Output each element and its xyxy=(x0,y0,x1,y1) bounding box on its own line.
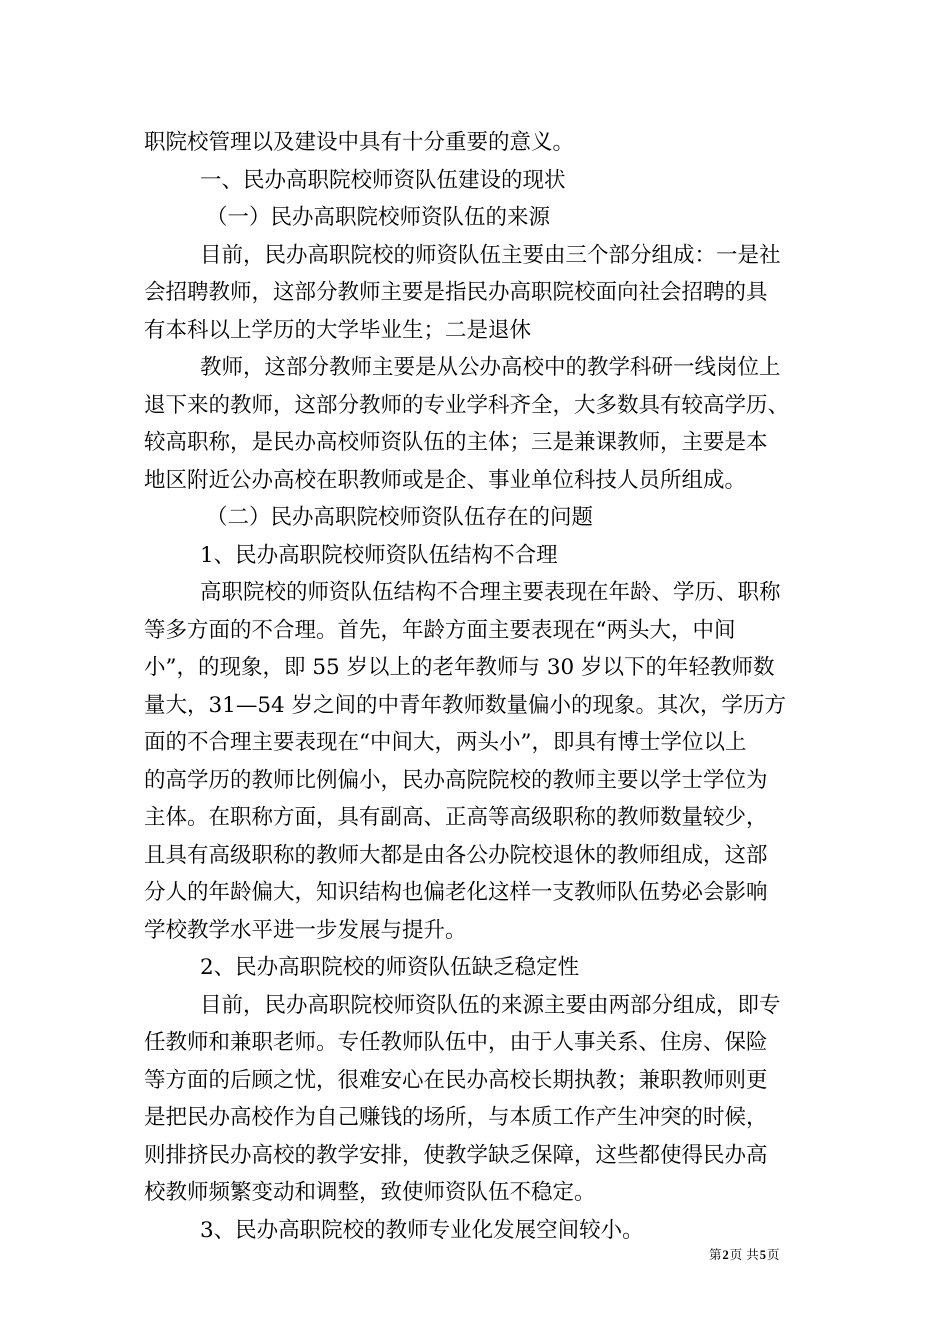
document-body xyxy=(144,124,824,1249)
body-text-line: 主体。在职称方面，具有副高、正高等高级职称的教师数量较少， xyxy=(144,805,768,830)
body-text-line: 是把民办高校作为自己赚钱的场所，与本质工作产生冲突的时候， xyxy=(144,1105,768,1130)
body-text-line: 面的不合理主要表现在“中间大，两头小”，即具有博士学位以上 xyxy=(144,730,747,755)
footer-middle: 页 共 xyxy=(729,1247,759,1262)
body-text-line: 较高职称，是民办高校师资队伍的主体；三是兼课教师，主要是本 xyxy=(144,430,768,455)
body-text-line: 目前，民办高职院校师资队伍的来源主要由两部分组成，即专 xyxy=(200,992,781,1018)
body-text-line: 任教师和兼职老师。专任教师队伍中，由于人事关系、住房、保险 xyxy=(144,1030,768,1055)
page-footer xyxy=(709,1247,780,1263)
body-text-line: 分人的年龄偏大，知识结构也偏老化这样一支教师队伍势必会影响 xyxy=(144,880,768,905)
body-text-line: 等方面的后顾之忧，很难安心在民办高校长期执教；兼职教师则更 xyxy=(144,1067,768,1093)
footer-prefix: 第 xyxy=(709,1247,722,1262)
body-text-line: 等多方面的不合理。首先，年龄方面主要表现在“两头大，中间 xyxy=(144,617,736,643)
body-text-line: 退下来的教师，这部分教师的专业学科齐全，大多数具有较高学历、 xyxy=(144,392,790,418)
item-heading: 3、民办高职院校的教师专业化发展空间较小。 xyxy=(200,1217,644,1243)
subsection-heading: （一）民办高职院校师资队伍的来源 xyxy=(206,205,551,230)
body-text-line: 校教师频繁变动和调整，致使师资队伍不稳定。 xyxy=(144,1180,596,1205)
body-text-line: 目前，民办高职院校的师资队伍主要由三个部分组成：一是社 xyxy=(200,242,781,268)
current-page-number: 2 xyxy=(722,1248,729,1262)
body-text-line: 则排挤民办高校的教学安排，使教学缺乏保障，这些都使得民办高 xyxy=(144,1142,768,1168)
footer-suffix: 页 xyxy=(767,1247,780,1262)
body-text-line: 地区附近公办高校在职教师或是企、事业单位科技人员所组成。 xyxy=(144,467,747,493)
body-text-line: 职院校管理以及建设中具有十分重要的意义。 xyxy=(144,130,575,155)
total-page-count: 5 xyxy=(759,1248,766,1262)
body-text-line: 会招聘教师，这部分教师主要是指民办高职院校面向社会招聘的具 xyxy=(144,280,768,305)
body-text-line: 且具有高级职称的教师大都是由各公办院校退休的教师组成，这部 xyxy=(144,842,768,868)
section-heading: 一、民办高职院校师资队伍建设的现状 xyxy=(200,167,566,193)
body-text-line: 量大，31—54 岁之间的中青年教师数量偏小的现象。其次，学历方 xyxy=(144,692,787,718)
body-text-line: 教师，这部分教师主要是从公办高校中的教学科研一线岗位上 xyxy=(200,355,781,380)
item-heading: 2、民办高职院校的师资队伍缺乏稳定性 xyxy=(200,955,580,980)
body-text-line: 高职院校的师资队伍结构不合理主要表现在年龄、学历、职称 xyxy=(200,580,781,605)
item-heading: 1、民办高职院校师资队伍结构不合理 xyxy=(200,542,558,568)
body-text-line: 有本科以上学历的大学毕业生；二是退休 xyxy=(144,317,532,343)
body-text-line: 小”，的现象，即 55 岁以上的老年教师与 30 岁以下的年轻教师数 xyxy=(144,655,775,680)
subsection-heading: （二）民办高职院校师资队伍存在的问题 xyxy=(206,505,594,530)
body-text-line: 的高学历的教师比例偏小，民办高院院校的教师主要以学士学位为 xyxy=(144,767,768,793)
body-text-line: 学校教学水平进一步发展与提升。 xyxy=(144,917,467,943)
